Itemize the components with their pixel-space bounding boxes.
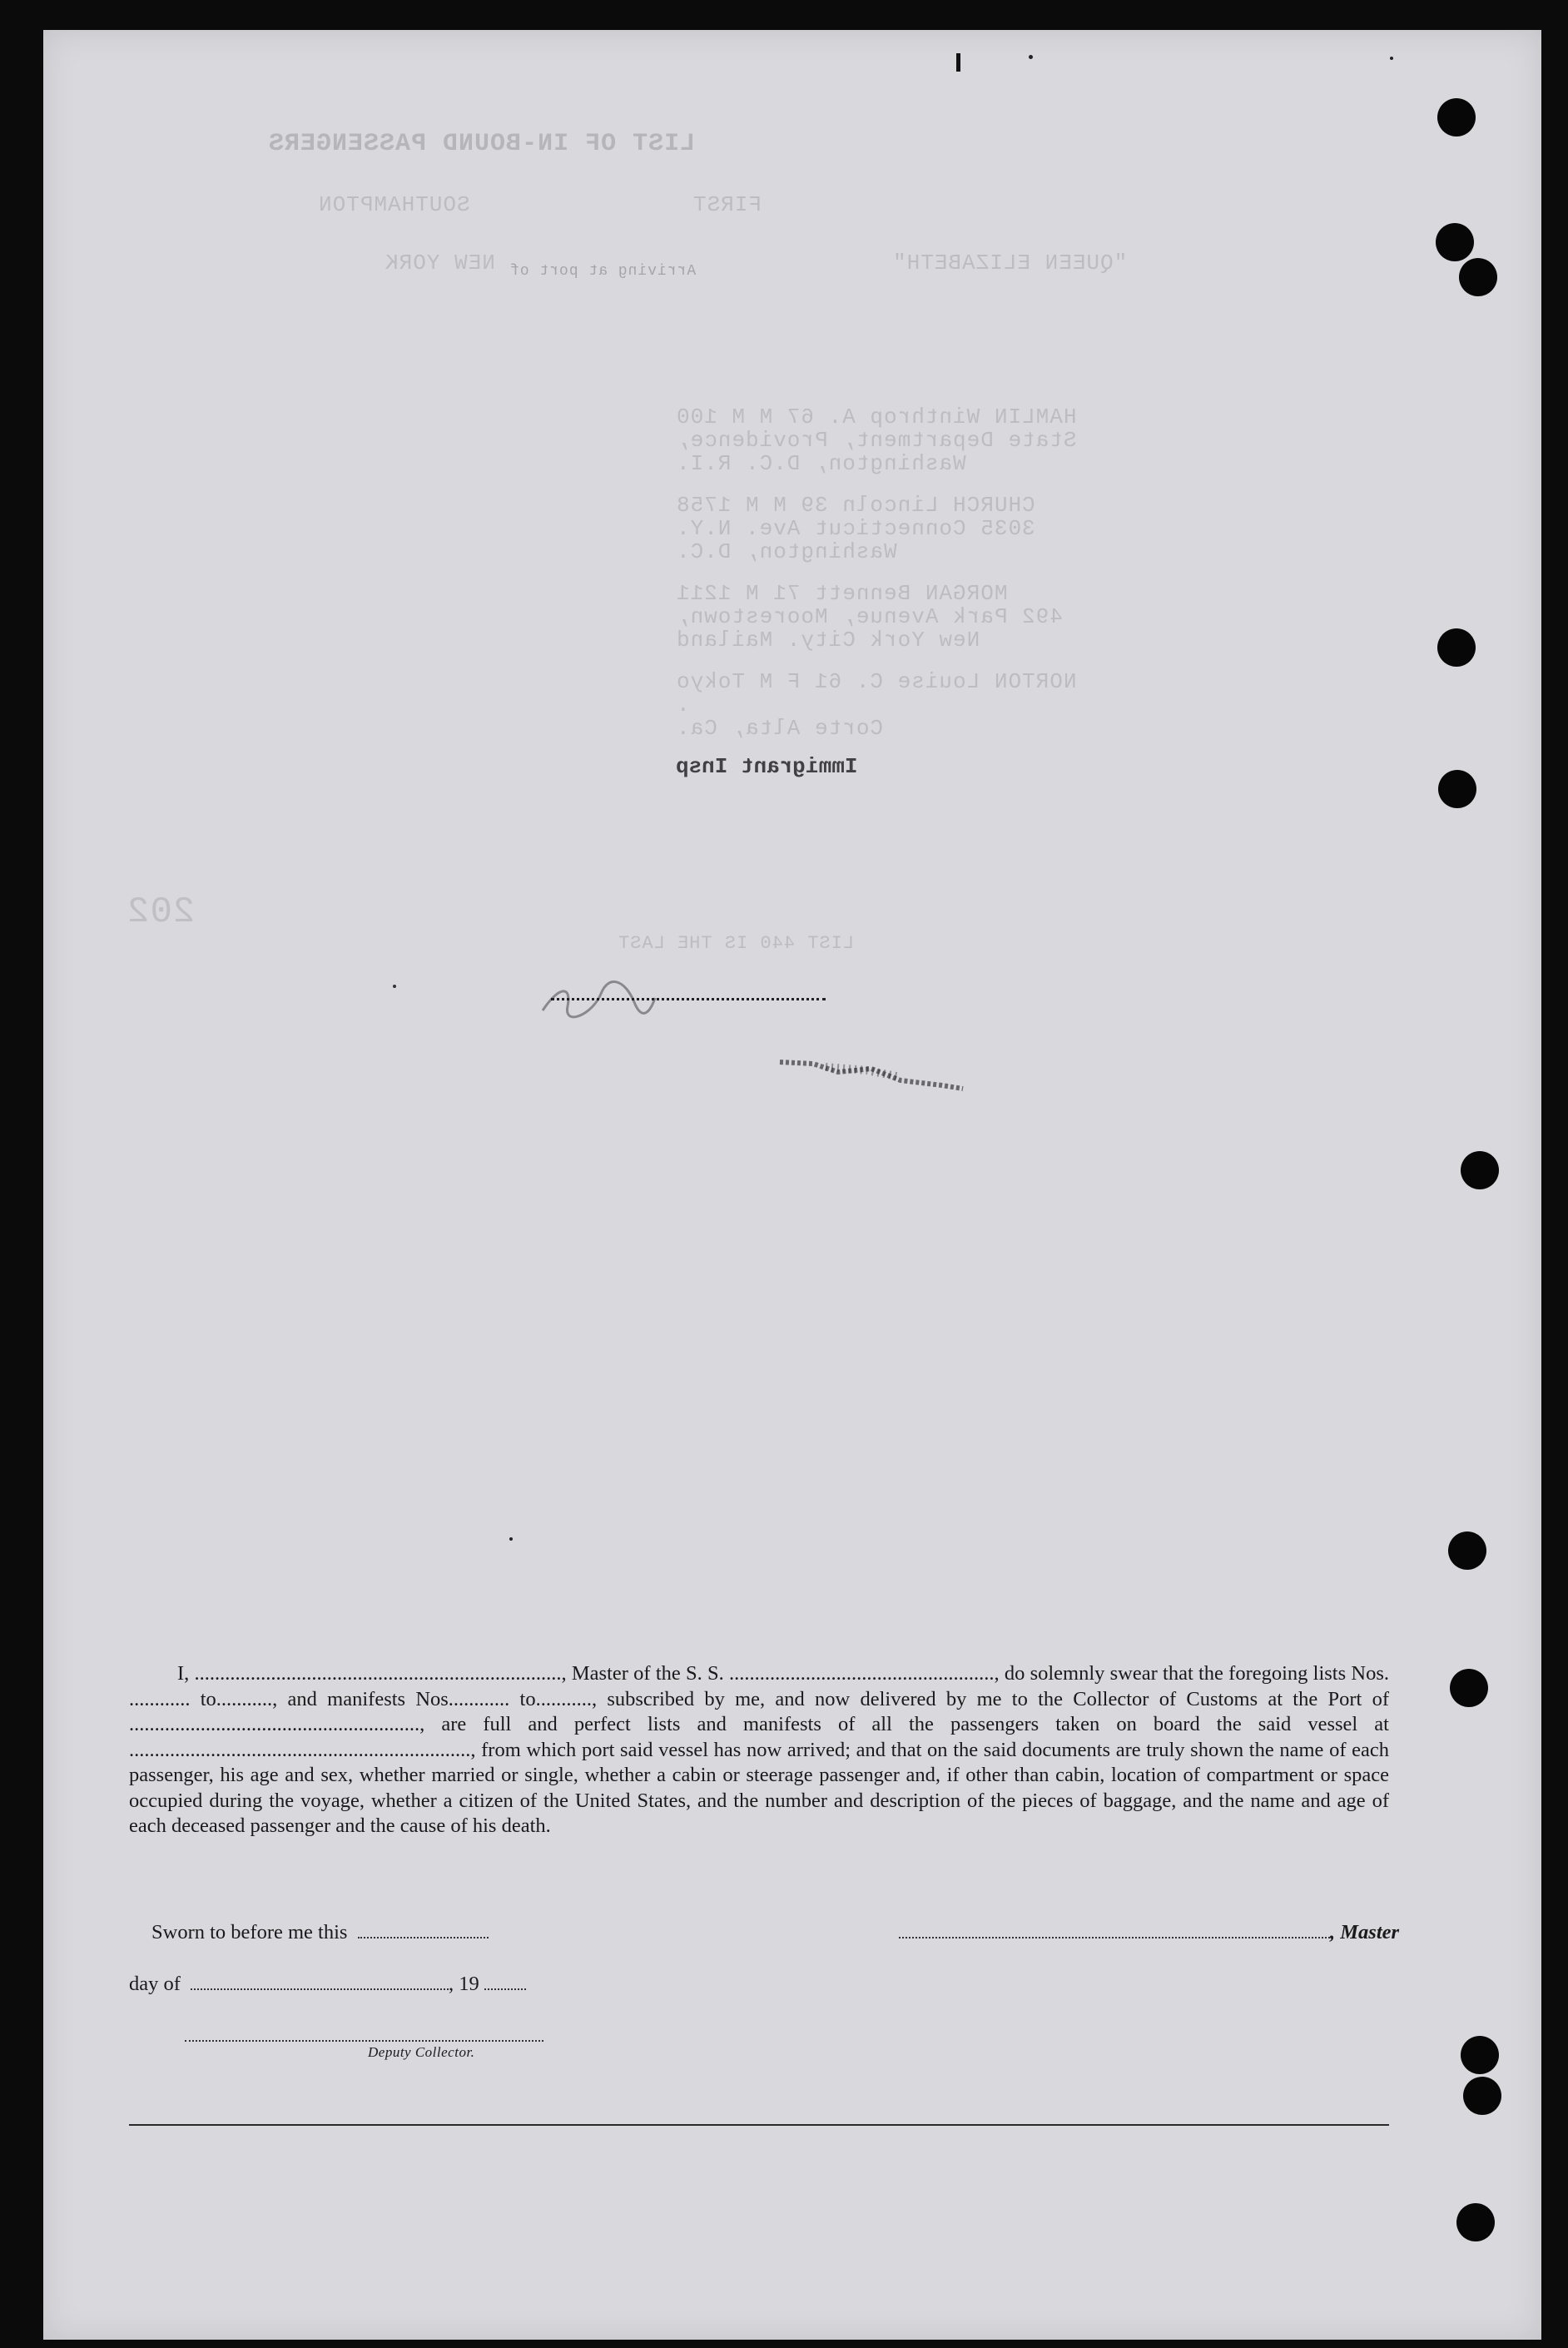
immigrant-inspector-stamp: Immigrant Insp [676,754,858,779]
show-through-row-12: Corte Alta, Ca. [676,716,884,741]
faint-signature-scribble [534,977,659,1024]
day-blank [191,1988,449,1990]
master-signature-blank [899,1936,1330,1938]
oath-text: I, ........................................................................, Master of the S. S. ...................................................., do solemnly swear that the foregoing lists Nos. ............ to..........., and manifests Nos............ to..........., subscribed by me, and now delivered by me to the Collector of Customs at the Port of ........................................................., are full and perfect lists and manifests of all the passengers taken on board the said vessel at ..................................................................., from which port said vessel has now arrived; and that on the said documents are truly shown the name of each passenger, his age and sex, whether married or single, whether a cabin or steerage passenger and, if other than cabin, location of compartment or space occupied during the voyage, whether a citizen of the United States, and the number and description of the pieces of baggage, and the name and age of each deceased passenger and the cause of his death. [129,1662,1389,1837]
show-through-row-11: . [676,692,690,717]
binder-hole [1437,628,1476,667]
show-through-ship-name: "QUEEN ELIZABETH" [892,251,1128,276]
show-through-class: FIRST [692,192,762,217]
show-through-row-9: New York City. Mailand [676,628,980,653]
binder-hole [1456,2203,1495,2241]
show-through-row-2: State Department, Providence, [676,428,1077,453]
ink-speck [956,53,960,72]
deputy-collector-label: Deputy Collector. [368,2044,475,2060]
year-label: , 19 [449,1973,479,1995]
binder-hole [1450,1669,1488,1707]
dotted-line [551,998,826,1000]
master-oath-paragraph [129,1661,1389,1839]
show-through-from-port: SOUTHAMPTON [318,192,470,217]
ink-speck [1029,55,1033,59]
sworn-label: Sworn to before me this [151,1921,348,1943]
show-through-arriving-label: Arriving at port of [509,263,697,280]
show-through-row-4: CHURCH Lincoln 39 M M 1758 [676,493,1035,518]
ink-smudge [776,1045,967,1095]
show-through-row-5: 3035 Connecticut Ave. N.Y. [676,516,1035,541]
binder-hole [1461,2036,1499,2074]
show-through-row-6: Washington, D.C. [676,539,897,564]
show-through-row-10: NORTON Louise C. 61 F M Tokyo [676,669,1077,694]
day-of-label: day of [129,1973,181,1995]
binder-hole [1461,1151,1499,1189]
binder-hole [1459,258,1497,296]
master-signature-row [899,1921,1399,1944]
show-through-page-number: 202 [127,891,196,933]
show-through-row-7: MORGAN Bennett 71 M 1211 [676,581,1008,606]
binder-hole [1438,770,1476,808]
bottom-rule [129,2124,1389,2126]
show-through-heading: LIST OF IN-BOUND PASSENGERS [268,130,696,158]
show-through-stamp-line: LIST 440 IS THE LAST [618,933,855,954]
ink-speck [509,1537,513,1541]
show-through-row-1: HAMLIN Winthrop A. 67 M M 100 [676,405,1077,429]
binder-hole [1448,1531,1486,1570]
show-through-port: NEW YORK [385,251,495,276]
sworn-row [151,1921,489,1944]
binder-hole [1463,2077,1501,2115]
day-of-row [129,1973,526,1996]
year-blank [484,1988,526,1990]
sworn-date-blank [358,1936,489,1938]
manifest-page [43,30,1541,2340]
master-label: , Master [1330,1921,1400,1943]
ink-speck [1390,57,1393,60]
binder-hole [1437,98,1476,137]
binder-hole [1436,223,1474,261]
show-through-row-8: 492 Park Avenue, Moorestown, [676,604,1063,629]
ink-speck [393,985,396,988]
show-through-row-3: Washington, D.C. R.I. [676,451,966,476]
deputy-signature-line [185,2040,543,2042]
